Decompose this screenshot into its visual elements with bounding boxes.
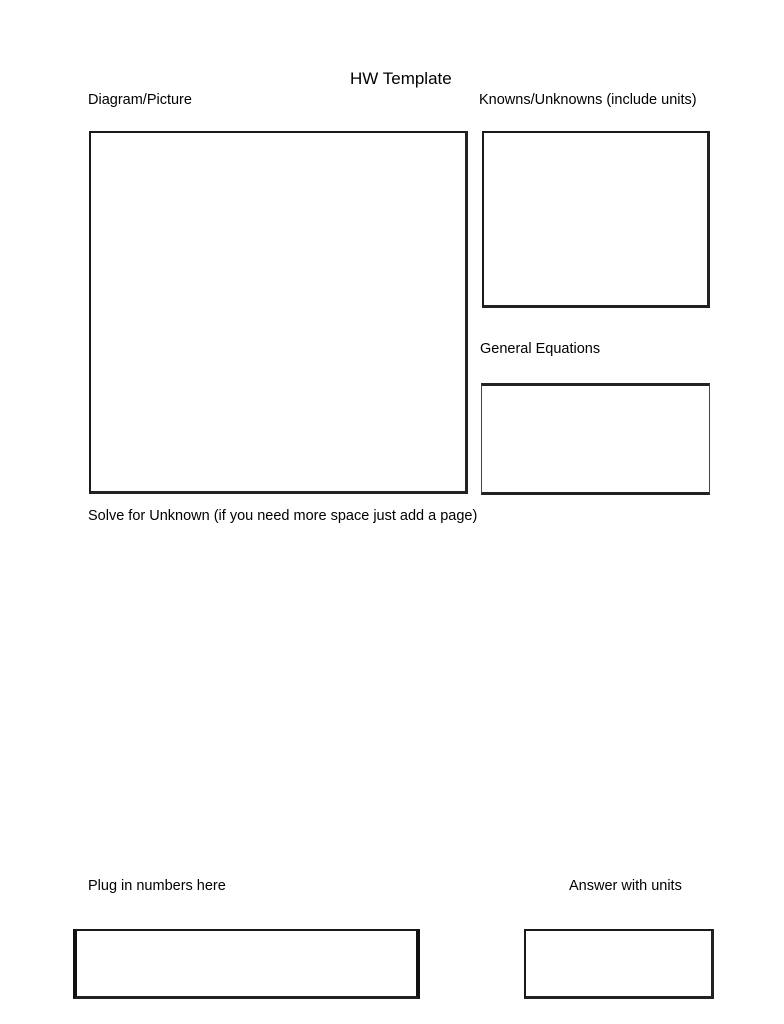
equations-label: General Equations: [480, 341, 601, 357]
knowns-label: Knowns/Unknowns (include units): [479, 92, 697, 108]
diagram-label: Diagram/Picture: [88, 92, 192, 108]
equations-box[interactable]: [481, 383, 710, 495]
diagram-box[interactable]: [89, 131, 468, 494]
answer-box[interactable]: [524, 929, 714, 999]
plug-label: Plug in numbers here: [88, 878, 226, 894]
knowns-box[interactable]: [482, 131, 710, 308]
solve-label: Solve for Unknown (if you need more space just add a page): [88, 508, 478, 524]
answer-label: Answer with units: [569, 878, 682, 894]
plug-in-box[interactable]: [73, 929, 420, 999]
page-title: HW Template: [350, 69, 452, 88]
